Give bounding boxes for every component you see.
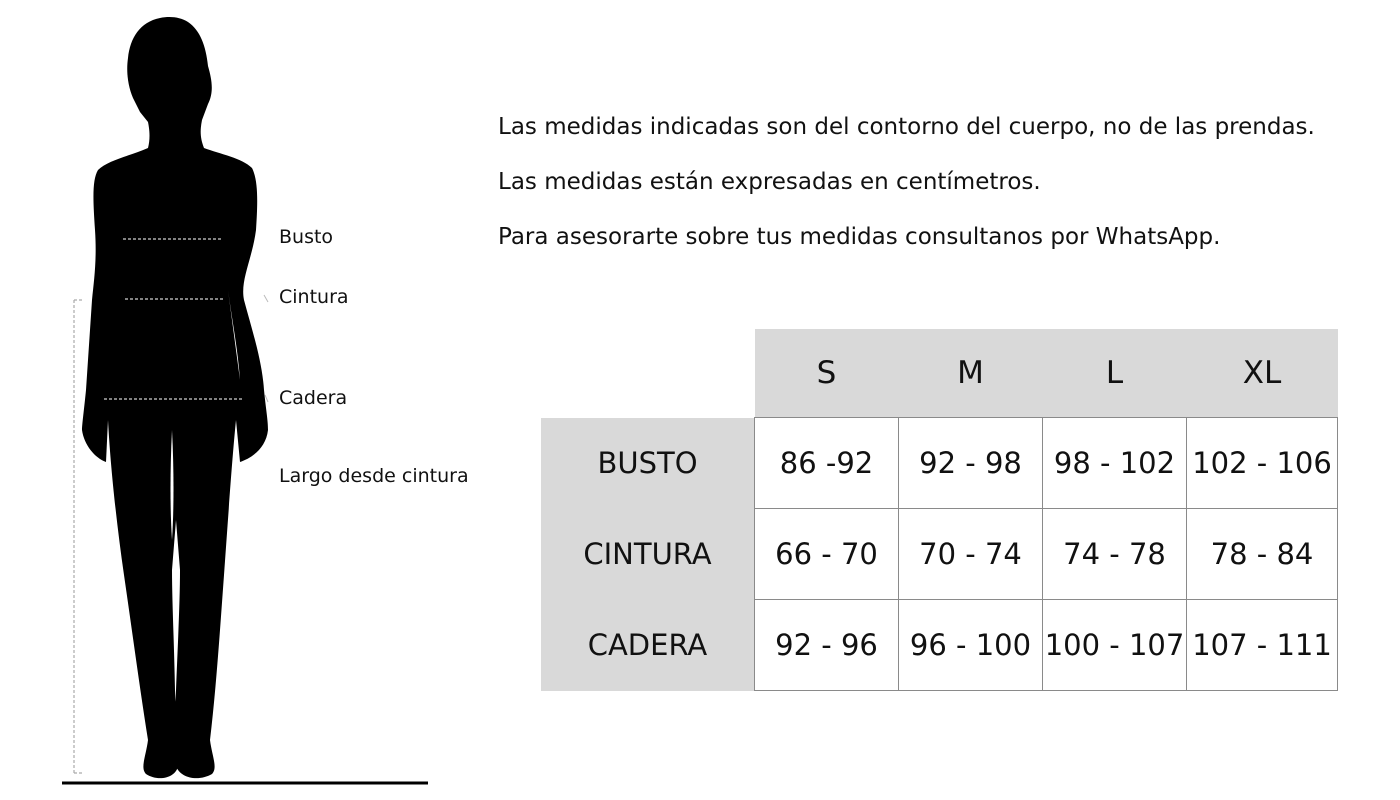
cell-busto-l: 98 - 102: [1043, 418, 1187, 509]
cintura-label: Cintura: [279, 286, 349, 308]
largo-label: Largo desde cintura: [279, 465, 469, 487]
cell-cadera-l: 100 - 107: [1043, 600, 1187, 691]
cadera-tick: [265, 395, 268, 402]
cell-busto-s: 86 -92: [755, 418, 899, 509]
measurement-notes: [498, 112, 1388, 252]
silhouette-illustration: [0, 0, 500, 800]
body-measurement-figure: [0, 0, 500, 800]
cell-cadera-xl: 107 - 111: [1187, 600, 1338, 691]
cell-busto-xl: 102 - 106: [1187, 418, 1338, 509]
cell-cintura-xl: 78 - 84: [1187, 509, 1338, 600]
size-header-l: L: [1043, 329, 1187, 418]
size-header-m: M: [899, 329, 1043, 418]
table-row-busto: [541, 418, 1338, 509]
note-whatsapp: Para asesorarte sobre tus medidas consultanos por WhatsApp.: [498, 224, 1221, 250]
cell-cintura-l: 74 - 78: [1043, 509, 1187, 600]
cell-cintura-s: 66 - 70: [755, 509, 899, 600]
table-corner: [541, 329, 755, 418]
row-label-busto: BUSTO: [541, 418, 755, 509]
row-label-cintura: CINTURA: [541, 509, 755, 600]
cadera-label: Cadera: [279, 387, 348, 409]
cell-busto-m: 92 - 98: [899, 418, 1043, 509]
busto-label: Busto: [279, 226, 334, 248]
body-silhouette: [82, 17, 268, 778]
table-row-cintura: [541, 509, 1338, 600]
table-row-cadera: [541, 600, 1338, 691]
cell-cadera-m: 96 - 100: [899, 600, 1043, 691]
row-label-cadera: CADERA: [541, 600, 755, 691]
note-contour: Las medidas indicadas son del contorno del cuerpo, no de las prendas.: [498, 114, 1315, 140]
size-chart-table: [541, 329, 1338, 691]
cintura-tick: [264, 295, 268, 302]
cell-cintura-m: 70 - 74: [899, 509, 1043, 600]
size-header-s: S: [755, 329, 899, 418]
length-bracket: [74, 300, 84, 773]
cell-cadera-s: 92 - 96: [755, 600, 899, 691]
size-header-row: [541, 329, 1338, 418]
note-units: Las medidas están expresadas en centímetros.: [498, 169, 1041, 195]
size-header-xl: XL: [1187, 329, 1338, 418]
